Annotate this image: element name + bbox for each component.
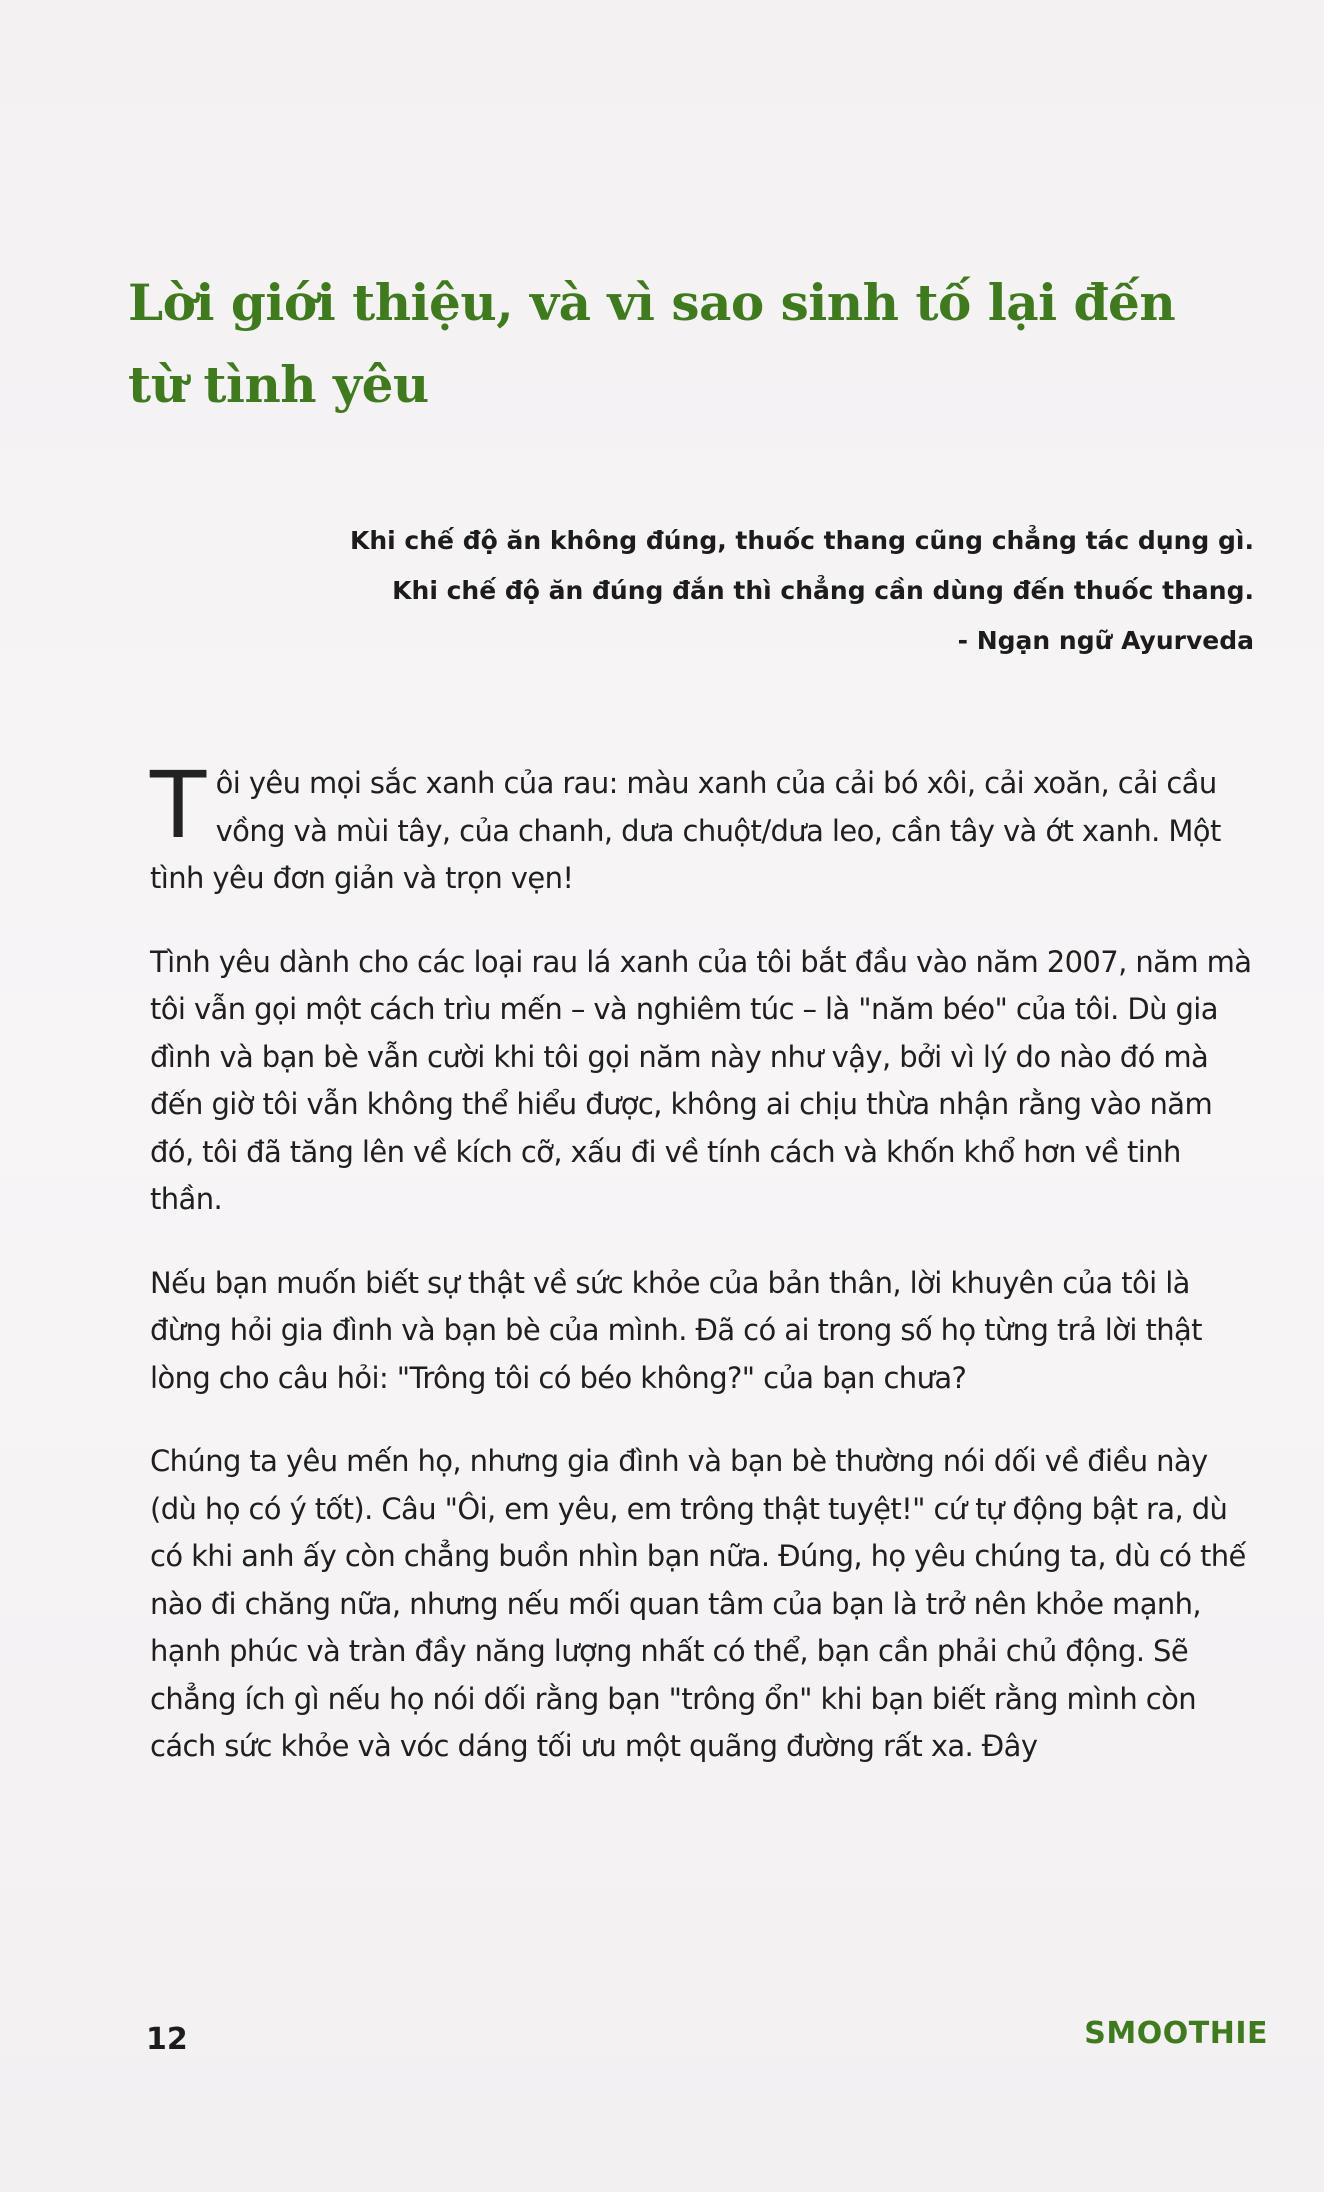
drop-cap: T — [150, 752, 206, 859]
page-number: 12 — [146, 2022, 188, 2057]
epigraph-line-1: Khi chế độ ăn không đúng, thuốc thang cũng chẳng tác dụng gì. — [349, 526, 1254, 555]
epigraph-attribution: - Ngạn ngữ Ayurveda — [957, 626, 1254, 655]
running-footer-title: SMOOTHIE — [1084, 2016, 1268, 2051]
paragraph-3: Nếu bạn muốn biết sự thật về sức khỏe của bản thân, lời khuyên của tôi là đừng hỏi gia đình và bạn bè của mình. Đã có ai trong số họ từng trả lời thật lòng cho câu hỏi: "Trông tôi có béo không?" của bạn chưa? — [150, 1265, 1202, 1395]
epigraph — [254, 516, 1254, 666]
paragraph-2: Tình yêu dành cho các loại rau lá xanh của tôi bắt đầu vào năm 2007, năm mà tôi vẫn gọi một cách trìu mến – và nghiêm túc – là "năm béo" của tôi. Dù gia đình và bạn bè vẫn cười khi tôi gọi năm này như vậy, bởi vì lý do nào đó mà đến giờ tôi vẫn không thể hiểu được, không ai chịu thừa nhận rằng vào năm đó, tôi đã tăng lên về kích cỡ, xấu đi về tính cách và khốn khổ hơn về tinh thần. — [150, 944, 1252, 1216]
paragraph-4: Chúng ta yêu mến họ, nhưng gia đình và bạn bè thường nói dối về điều này (dù họ có ý tốt). Câu "Ôi, em yêu, em trông thật tuyệt!" cứ tự động bật ra, dù có khi anh ấy còn chẳng buồn nhìn bạn nữa. Đúng, họ yêu chúng ta, dù có thế nào đi chăng nữa, nhưng nếu mối quan tâm của bạn là trở nên khỏe mạnh, hạnh phúc và tràn đầy năng lượng nhất có thể, bạn cần phải chủ động. Sẽ chẳng ích gì nếu họ nói dối rằng bạn "trông ổn" khi bạn biết rằng mình còn cách sức khỏe và vóc dáng tối ưu một quãng đường rất xa. Đây — [150, 1444, 1246, 1763]
epigraph-line-2: Khi chế độ ăn đúng đắn thì chẳng cần dùng đến thuốc thang. — [392, 576, 1254, 605]
paragraph-1-text: ôi yêu mọi sắc xanh của rau: màu xanh của cải bó xôi, cải xoăn, cải cầu vồng và mùi tây, của chanh, dưa chuột/dưa leo, cần tây và ớt xanh. Một tình yêu đơn giản và trọn vẹn! — [150, 766, 1221, 895]
body-text — [150, 752, 1260, 1807]
paragraph-1 — [150, 752, 1260, 903]
chapter-title: Lời giới thiệu, và vì sao sinh tố lại đến từ tình yêu — [128, 273, 1176, 414]
